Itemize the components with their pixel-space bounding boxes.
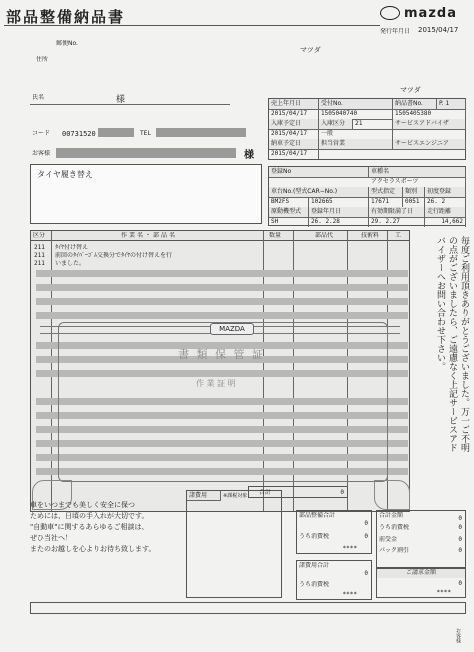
issue-date: 2015/04/17 — [418, 26, 459, 34]
vehicle-chassis-num: 102665 — [309, 197, 369, 208]
taxable-label: ※課税対象 — [223, 493, 248, 499]
mazda-emblem-icon — [380, 6, 400, 20]
parts-tax-label: うち消費税 — [299, 533, 330, 540]
vehicle-reg-date: 26. 2.28 — [309, 217, 369, 227]
info-reception-no: 1505040740 — [319, 109, 393, 120]
side-message: 毎度ご利用頂きありがとうございました。万一ご不明の点がございましたら、ご遠慮なく上記サービスアドバイザーへお問い合わせ下さい。 — [435, 236, 469, 452]
pack-discount-label: パック割引 — [379, 547, 410, 554]
job-title: タイヤ履き替え — [37, 170, 93, 179]
vehicle-expiry-label: 有効期限満了日 — [369, 207, 425, 218]
misc-total-box — [296, 560, 372, 600]
grand-tax-label: うち消費税 — [379, 524, 410, 531]
billing-value: 0 — [458, 580, 462, 587]
parts-tax-value: 0 — [364, 533, 368, 540]
billing-box — [376, 568, 466, 598]
slogan-line: ぜひ当社へ！ — [30, 534, 72, 542]
issue-date-label: 発行年月日 — [380, 28, 411, 35]
info-label-advisor: サービスアドバイザ — [393, 119, 466, 130]
vehicle-class-label: 類別 — [403, 187, 425, 198]
slogan-line: またのお越しを心よりお待ち致します。 — [30, 545, 156, 553]
vehicle-mileage-label: 走行距離 — [425, 207, 466, 218]
misc-stars: **** — [342, 591, 357, 598]
misc-fee-box — [186, 490, 282, 598]
info-label-delivery: 納品書No. — [393, 99, 437, 110]
work-header-work: 工 — [395, 232, 402, 239]
table-stripe — [36, 270, 408, 277]
info-label-sales-date: 売上年月日 — [269, 99, 319, 110]
vehicle-chassis-label: 車台No.(型式CAR−No.) — [269, 187, 369, 198]
info-table — [268, 98, 466, 160]
name-label: 氏名 — [32, 94, 45, 101]
name-underline — [30, 104, 230, 105]
vehicle-first-reg-label: 初度登録 — [425, 187, 466, 198]
vehicle-class: 0051 — [403, 197, 425, 208]
redacted-customer — [56, 148, 236, 158]
code-label: コード — [32, 130, 51, 137]
grand-tax-value: 0 — [458, 524, 462, 531]
info-entry-date: 2015/04/17 — [269, 129, 319, 140]
subtotal-box — [248, 486, 348, 498]
dealer-name-2: マツダ — [400, 86, 421, 94]
work-row-code: 211 — [34, 252, 45, 259]
pack-discount-value: 0 — [458, 547, 462, 554]
info-label-return-date: 納車予定日 — [269, 139, 319, 150]
work-row-text: 前回のﾀｲﾊﾞｰｺﾞﾑ交換分でﾀｲﾔの付け替えを行 — [55, 252, 173, 259]
table-stripe — [36, 298, 408, 305]
vehicle-first-reg: 26. 2 — [425, 197, 466, 208]
work-header-class: 区分 — [33, 232, 46, 239]
misc-tax-label: うち消費税 — [299, 581, 330, 588]
vehicle-model: 17671 — [369, 197, 403, 208]
info-entry-type: 一般 — [319, 129, 393, 140]
info-sales-date: 2015/04/17 — [269, 109, 319, 120]
parts-stars: **** — [342, 545, 357, 552]
info-entry-type-code: 21 — [353, 119, 393, 130]
watermark-badge: MAZDA — [210, 323, 254, 335]
grand-total-value: 0 — [458, 515, 462, 522]
info-label-entry-date: 入庫予定日 — [269, 119, 319, 130]
vehicle-table — [268, 166, 466, 226]
info-label-entry-type: 入庫区分 — [319, 119, 353, 130]
watermark-line2: 作 業 証 明 — [196, 379, 236, 388]
parts-total-value: 0 — [364, 520, 368, 527]
subtotal-value: 0 — [340, 489, 344, 496]
vehicle-expiry: 29. 2.27 — [369, 217, 425, 227]
misc-total-label: 諸費用合計 — [299, 562, 330, 569]
code-value: 00731520 — [62, 130, 96, 138]
ornament-flourish-right — [374, 480, 410, 510]
vehicle-reg-label: 登録No — [269, 167, 369, 178]
work-table-header — [31, 231, 410, 241]
header-rule — [4, 25, 380, 26]
work-row-text: いました。 — [55, 260, 86, 267]
info-label-sales-rep: 担当営業 — [319, 139, 393, 150]
brand-name: mazda — [404, 6, 457, 21]
tel-label: TEL — [140, 130, 151, 137]
advance-value: 0 — [458, 536, 462, 543]
parts-total-box — [296, 510, 372, 554]
work-row-text: ﾀｲﾔ付け替え — [55, 244, 89, 251]
billing-label: ご請求金額 — [377, 569, 465, 578]
vehicle-engine-label: 原動機型式 — [269, 207, 309, 218]
slogan-line: "自動車"に関するあらゆるご相談は、 — [30, 523, 149, 531]
job-title-box — [30, 164, 262, 224]
grand-total-box — [376, 510, 466, 568]
work-row-code: 211 — [34, 260, 45, 267]
work-header-labor: 技術料 — [361, 232, 380, 239]
page-title: 部品整備納品書 — [6, 8, 126, 26]
page-mark: お客様 — [455, 628, 461, 643]
customer-honorific: 様 — [244, 150, 254, 161]
brand-logo — [380, 6, 470, 22]
address-label: 住所 — [36, 56, 49, 63]
vehicle-chassis: BM2FS — [269, 197, 309, 208]
table-stripe — [36, 284, 408, 291]
bottom-strip — [30, 602, 466, 614]
info-page: P. 1 — [437, 99, 466, 110]
postal-label: 郵便No. — [56, 40, 78, 47]
redacted-code — [98, 128, 134, 137]
vehicle-engine: SH — [269, 217, 309, 227]
vehicle-model-label: 型式指定 — [369, 187, 403, 198]
info-label-engineer: サービスエンジニア — [393, 139, 466, 150]
info-label-reception: 受付No. — [319, 99, 393, 110]
slogan-line: ためには、日頃の手入れが大切です。 — [30, 512, 149, 520]
redacted-advisor — [393, 129, 466, 130]
work-header-name: 作業名・部品名 — [121, 232, 178, 239]
table-stripe — [36, 312, 408, 319]
customer-label: お客様 — [32, 150, 51, 157]
work-header-qty: 数量 — [269, 232, 282, 239]
vehicle-type: アクセラスポーツ — [369, 177, 466, 188]
dealer-name-1: マツダ — [300, 46, 321, 54]
redacted-reg — [269, 177, 369, 178]
vehicle-reg-date-label: 登録年月日 — [309, 207, 369, 218]
misc-total-value: 0 — [364, 570, 368, 577]
watermark-line1: 書 類 保 管 証 — [178, 348, 265, 361]
redacted-tel — [156, 128, 246, 137]
work-header-parts: 部品代 — [315, 232, 334, 239]
slogan-line: 車をいつまでも美しく安全に保つ — [30, 501, 135, 509]
info-delivery-no: 1505405380 — [393, 109, 466, 120]
parts-total-label: 部品整備合計 — [299, 512, 336, 519]
billing-stars: **** — [436, 589, 451, 596]
name-honorific: 様 — [116, 95, 126, 105]
grand-total-label: 合計金額 — [379, 512, 404, 519]
misc-fee-label: 諸費用 — [187, 491, 221, 501]
info-return-date: 2015/04/17 — [269, 149, 319, 159]
vehicle-type-label: 車種名 — [369, 167, 466, 178]
advance-label: 前受金 — [379, 536, 398, 543]
slogan-box — [30, 500, 178, 596]
vehicle-mileage: 14,662 — [425, 217, 466, 227]
subtotal-label: 合計 — [259, 489, 272, 496]
work-row-code: 211 — [34, 244, 45, 251]
